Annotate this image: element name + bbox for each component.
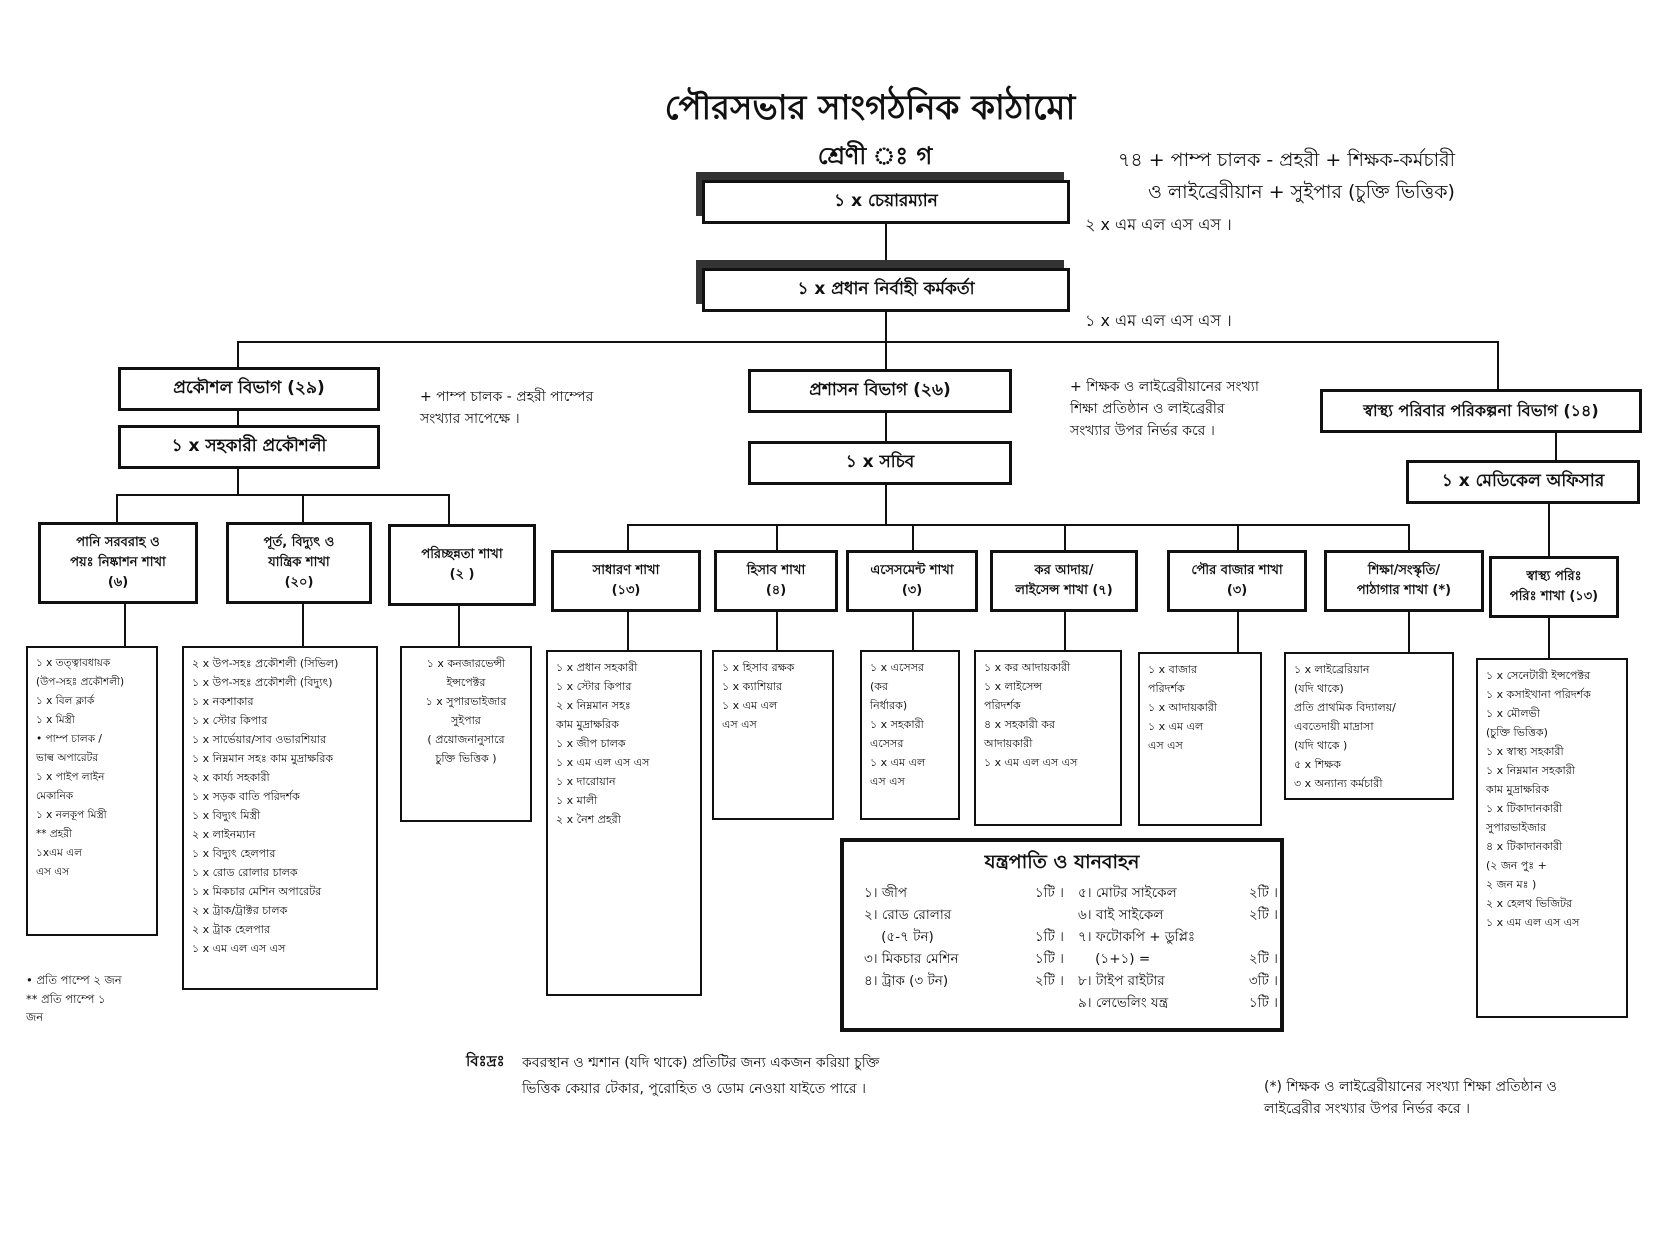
vehicle-name: ৪। ট্রাক (৩ টন) (864, 973, 949, 989)
vehicles-box (840, 838, 1284, 1032)
connector-accounts-list (776, 612, 778, 650)
branch-title-cleaning-text: পরিচ্ছন্নতা শাখা (২ ) (421, 547, 503, 582)
vehicle-name: ৭। ফটোকপি + ডুপ্লিঃ (১+১) = (1078, 929, 1196, 967)
vehicle-qty: ২টি । (1248, 951, 1278, 967)
vehicle-row (864, 904, 1064, 948)
vehicle-row (1078, 926, 1278, 970)
branch-item: ১ x রোড রোলার চালক (192, 866, 298, 879)
vehicle-name: ২। রোড রোলার (৫-৭ টন) (864, 907, 952, 945)
special-note: কবরস্থান ও শ্মশান (যদি থাকে) প্রতিটির জন্য একজন করিয়া চুক্তি ভিত্তিক কেয়ার টেকার, পুরোহিত ও ডোম নেওয়া যাইতে পারে । (522, 1055, 880, 1097)
branch-list-market (1138, 652, 1262, 826)
connector-engineering-branch-bus (237, 469, 239, 495)
branch-item: প্রতি প্রাথমিক বিদ্যালয়/ এবতেদায়ী মাদ্রাসা (যদি থাকে ) (1294, 701, 1396, 752)
branch-item: ১ x কর আদায়কারী (984, 661, 1071, 674)
branch-list-general (546, 650, 702, 996)
chart-title: পৌরসভার সাংগঠনিক কাঠামো (664, 88, 1076, 128)
branch-list-works (182, 646, 378, 990)
administration-dept-title: প্রশাসন বিভাগ (২৬) (809, 380, 951, 400)
administration-head-label: ১ x সচিব (845, 452, 915, 472)
vehicle-row (1078, 882, 1278, 904)
dept-bus (237, 341, 1499, 343)
branch-item: ১ x স্টোর কিপার (556, 680, 632, 693)
branch-title-water (38, 522, 198, 604)
branch-item: ১ x জীপ চালক (556, 737, 626, 750)
branch-item: ১ x এম এল এস এস (984, 756, 1078, 769)
branch-item: ১ x লাইসেন্স পরিদর্শক (984, 680, 1043, 712)
branch-item: ১ x সড়ক বাতি পরিদর্শক (192, 790, 300, 803)
branch-item: ২ x হেলথ ভিজিটর (1486, 897, 1573, 910)
branch-item: ১ x কসাইখানা পরিদর্শক (1486, 688, 1591, 701)
health-dept-box (1320, 389, 1642, 433)
branch-item: ১ x প্রধান সহকারী (556, 661, 638, 674)
branch-item: ২ x ট্রাক হেলপার (192, 923, 270, 936)
branch-item: ১ x সেনেটারী ইন্সপেক্টর (1486, 669, 1591, 682)
branch-item: ১ x এম এল এস এস (556, 756, 650, 769)
branch-item: ১ x বাজার পরিদর্শক (1148, 663, 1198, 695)
branch-list-cleaning (400, 646, 532, 822)
administration-note: + শিক্ষক ও লাইব্রেরীয়ানের সংখ্যা শিক্ষা প্রতিষ্ঠান ও লাইব্রেরীর সংখ্যার উপর নির্ভর করে । (1070, 379, 1259, 439)
vehicle-name: ৯। লেভেলিং যন্ত্র (1078, 995, 1169, 1011)
engineering-dept-title: প্রকৌশল বিভাগ (২৯) (173, 378, 325, 398)
administration-branch-bus (627, 524, 1409, 526)
connector-branch-cleaning (448, 494, 450, 524)
vehicle-row (864, 882, 1064, 904)
branch-item: ১ x উপ-সহঃ প্রকৌশলী (বিদ্যুৎ) (192, 676, 333, 689)
branch-item: ১ x এসেসর (কর নির্ধারক) (870, 661, 925, 712)
branch-item: ২ x ট্রাক/ট্রাক্টর চালক (192, 904, 288, 917)
connector-general-list (627, 612, 629, 650)
branch-item: ১ x মিস্ত্রী (36, 714, 75, 726)
vehicle-qty: ১টি । (1034, 885, 1064, 901)
branch-title-tax (990, 550, 1138, 612)
branch-title-education-text: শিক্ষা/সংস্কৃতি/ পাঠাগার শাখা (*) (1356, 563, 1452, 598)
connector-branch-assessment (912, 524, 914, 552)
branch-list-health (1476, 658, 1628, 1018)
engineering-head-label: ১ x সহকারী প্রকৌশলী (171, 436, 327, 456)
administration-dept-box (748, 369, 1012, 413)
branch-item: ১ x টিকাদানকারী সুপারভাইজার (1486, 802, 1563, 834)
branch-list-education (1284, 652, 1454, 800)
connector-branch-market (1237, 524, 1239, 552)
branch-item: ৪ x টিকাদানকারী (২ জন পুঃ + ২ জন মঃ ) (1486, 840, 1563, 891)
branch-title-health (1489, 556, 1619, 618)
chairman-note: ২ x এম এল এস এস । (1085, 215, 1232, 234)
branch-list-tax (974, 650, 1122, 826)
branch-title-water-text: পানি সরবরাহ ও পয়ঃ নিষ্কাশন শাখা (৬) (70, 535, 166, 590)
branch-item: ২ x লাইনম্যান (192, 828, 256, 841)
vehicle-row (1078, 992, 1278, 1014)
branch-item: ( প্রয়োজনানুসারে চুক্তি ভিত্তিক ) (427, 733, 505, 765)
branch-item: • পাম্প চালক / ভাল্ব অপারেটর (36, 733, 102, 764)
connector-branch-general (627, 524, 629, 552)
vehicle-name: ৫। মোটর সাইকেল (1078, 885, 1177, 901)
connector-assessment-list (912, 612, 914, 650)
branch-item: ১ x নিম্নমান সহকারী কাম মুদ্রাক্ষরিক (1486, 764, 1575, 796)
connector-water-list (124, 604, 126, 646)
branch-item: ১ x স্টোর কিপার (192, 714, 268, 727)
branch-item: ৩ x অন্যান্য কর্মচারী (1294, 777, 1383, 790)
vehicle-qty: ১টি । (1248, 995, 1278, 1011)
vehicle-row (864, 970, 1064, 992)
connector-bus-health (1497, 341, 1499, 389)
vehicle-qty: ৩টি । (1248, 973, 1278, 989)
branch-item: ১ x লাইব্রেরিয়ান (যদি থাকে) (1294, 663, 1370, 695)
branch-title-market-text: পৌর বাজার শাখা (৩) (1191, 563, 1283, 598)
vehicles-left-column (864, 882, 1064, 992)
branch-item: ১ x তত্ত্বাবধায়ক (উপ-সহঃ প্রকৌশলী) (36, 657, 125, 688)
branch-title-accounts (714, 550, 838, 612)
ceo-note: ১ x এম এল এস এস । (1085, 311, 1232, 330)
vehicle-row (1078, 904, 1278, 926)
branch-item: ১ x মালী (556, 794, 598, 807)
vehicle-row (864, 948, 1064, 970)
ceo-box (702, 268, 1070, 312)
branch-item: ১ x সুপারভাইজার সুইপার (425, 695, 507, 727)
connector-tax-list (1064, 612, 1066, 650)
engineering-head-box (118, 425, 380, 469)
branch-item: ১ x মিকচার মেশিন অপারেটর (192, 885, 322, 898)
branch-item: ৪ x সহকারী কর আদায়কারী (984, 718, 1056, 750)
branch-title-assessment (846, 550, 978, 612)
branch-item: ১ x এম এল এস এস (722, 699, 778, 731)
connector-branch-water (116, 494, 118, 524)
branch-list-assessment (860, 650, 960, 820)
branch-item: ১ x নকশাকার (192, 695, 254, 708)
branch-item: ১ x বিল ক্লার্ক (36, 695, 95, 707)
branch-item: ১ x নিম্নমান সহঃ কাম মুদ্রাক্ষরিক (192, 752, 334, 765)
pump-note-1: • প্রতি পাম্পে ২ জন (26, 973, 122, 987)
branch-title-market (1167, 550, 1307, 612)
branch-title-health-text: স্বাস্থ্য পরিঃ পরিঃ শাখা (১৩) (1509, 569, 1599, 604)
branch-item: ১ x স্বাস্থ্য সহকারী (1486, 745, 1564, 758)
connector-ceo-bus (885, 312, 887, 342)
engineering-branch-bus (116, 494, 448, 496)
total-note-line2: ও লাইব্রেরীয়ান + সুইপার (চুক্তি ভিত্তিক) (1148, 181, 1455, 203)
branch-item: ** প্রহরী (36, 828, 72, 840)
connector-administration-head (885, 413, 887, 441)
branch-item: ১ x দারোয়ান (556, 775, 616, 788)
branch-item: ১ x ক্যাশিয়ার (722, 680, 783, 693)
vehicle-name: ৬। বাই সাইকেল (1078, 907, 1164, 923)
connector-health-head (1555, 433, 1557, 461)
branch-item: ৫ x শিক্ষক (1294, 758, 1341, 771)
connector-chairman-ceo (885, 224, 887, 268)
branch-item: ১ x এম এল এস এস (192, 942, 286, 955)
branch-item: ১ x সহকারী এসেসর (870, 718, 924, 750)
administration-head-box (748, 441, 1012, 485)
vehicle-name: ৮। টাইপ রাইটার (1078, 973, 1165, 989)
connector-branch-accounts (776, 524, 778, 552)
vehicle-qty: ২টি । (1034, 973, 1064, 989)
chairman-label: ১ x চেয়ারম্যান (834, 191, 938, 211)
branch-title-cleaning (388, 524, 536, 606)
vehicles-title: যন্ত্রপাতি ও যানবাহন (984, 851, 1140, 873)
ceo-label: ১ x প্রধান নির্বাহী কর্মকর্তা (797, 279, 975, 299)
branch-item: ১xএম এল এস এস (36, 847, 82, 878)
health-dept-title: স্বাস্থ্য পরিবার পরিকল্পনা বিভাগ (১৪) (1363, 400, 1599, 420)
branch-item: ১ x কনজারভেন্সী ইন্সপেক্টর (426, 657, 506, 689)
branch-title-tax-text: কর আদায়/ লাইসেন্স শাখা (৭) (1015, 563, 1113, 598)
vehicle-qty: ২টি । (1248, 907, 1278, 923)
branch-title-education (1324, 550, 1484, 612)
connector-market-list (1237, 612, 1239, 652)
branch-item: ১ x মৌলভী (চুক্তি ভিত্তিক) (1486, 707, 1548, 739)
connector-bus-engineering (237, 341, 239, 367)
branch-item: ২ x উপ-সহঃ প্রকৌশলী (সিভিল) (192, 657, 339, 670)
branch-item: ১ x এম এল এস এস (1148, 720, 1204, 752)
connector-bus-administration (885, 341, 887, 369)
branch-item: ১ x বিদ্যুৎ মিস্ত্রী (192, 809, 261, 822)
branch-list-water (26, 646, 158, 936)
total-note-line1: ৭৪ + পাম্প চালক - প্রহরী + শিক্ষক-কর্মচারী (1118, 149, 1456, 171)
branch-title-general-text: সাধারণ শাখা (১৩) (592, 563, 660, 598)
connector-cleaning-list (458, 606, 460, 646)
branch-item: ২ x কার্য্য সহকারী (192, 771, 270, 784)
branch-item: ১ x হিসাব রক্ষক (722, 661, 795, 674)
connector-education-list (1408, 612, 1410, 652)
branch-title-assessment-text: এসেসমেন্ট শাখা (৩) (870, 563, 954, 598)
vehicle-name: ৩। মিকচার মেশিন (864, 951, 959, 967)
branch-item: ১ x বিদ্যুৎ হেলপার (192, 847, 276, 860)
vehicles-right-column (1078, 882, 1278, 1014)
vehicle-qty: ১টি । (1034, 951, 1064, 967)
branch-item: ১ x সার্ভেয়ার/সাব ওভারশিয়ার (192, 733, 327, 746)
connector-health-list (1548, 618, 1550, 658)
connector-branch-health (1548, 504, 1550, 556)
connector-branch-works (302, 494, 304, 524)
vehicle-name: ১। জীপ (864, 885, 907, 901)
branch-list-accounts (712, 650, 834, 820)
branch-title-general (551, 550, 701, 612)
branch-item: ১ x এম এল এস এস (1486, 916, 1580, 929)
class-label: শ্রেণী ঃ গ (817, 142, 933, 170)
engineering-dept-box (118, 367, 380, 411)
engineering-note: + পাম্প চালক - প্রহরী পাম্পের সংখ্যার সাপেক্ষে । (420, 389, 594, 427)
health-head-box (1406, 460, 1640, 504)
branch-title-works (226, 522, 372, 604)
branch-item: ২ x নৈশ প্রহরী (556, 813, 621, 826)
pump-note-2: ** প্রতি পাম্পে ১ জন (26, 992, 106, 1024)
vehicle-qty: ১টি । (1034, 929, 1064, 945)
connector-branch-education (1408, 524, 1410, 552)
star-note: (*) শিক্ষক ও লাইব্রেরীয়ানের সংখ্যা শিক্ষা প্রতিষ্ঠান ও লাইব্রেরীর সংখ্যার উপর নির্ভর করে । (1264, 1079, 1557, 1117)
special-note-label: বিঃদ্রঃ (466, 1052, 505, 1070)
branch-item: ১ x আদায়কারী (1148, 701, 1218, 714)
branch-item: ২ x নিম্নমান সহঃ কাম মুদ্রাক্ষরিক (556, 699, 631, 731)
connector-branch-tax (1064, 524, 1066, 552)
branch-item: ১ x নলকূপ মিস্ত্রী (36, 809, 107, 821)
vehicle-row (1078, 970, 1278, 992)
connector-administration-branch-bus (885, 485, 887, 525)
chairman-box (702, 180, 1070, 224)
branch-item: ১ x পাইপ লাইন মেকানিক (36, 771, 105, 802)
health-head-label: ১ x মেডিকেল অফিসার (1441, 471, 1605, 491)
vehicle-qty: ২টি । (1248, 885, 1278, 901)
branch-title-works-text: পূর্ত, বিদ্যুৎ ও যান্ত্রিক শাখা (২০) (263, 535, 335, 590)
branch-item: ১ x এম এল এস এস (870, 756, 926, 788)
branch-title-accounts-text: হিসাব শাখা (৪) (746, 563, 806, 598)
connector-works-list (302, 604, 304, 646)
